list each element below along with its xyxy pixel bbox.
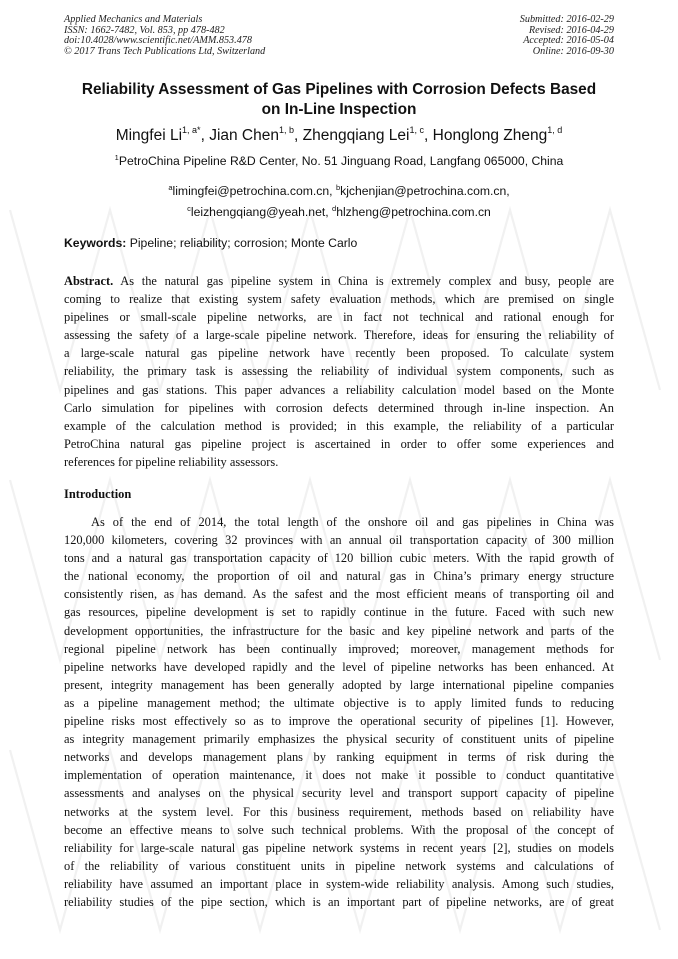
body-line: tons and a natural gas transportation capacity of 120 billion cubic meters. With the rapid growth of	[64, 551, 614, 566]
body-line: reliability studies of the pipe section, which is an important part of pipeline networks, are of great	[64, 894, 614, 909]
abstract-label: Abstract.	[64, 274, 114, 288]
author-affiliation-mark: 1, d	[547, 125, 563, 135]
body-line: as a pipeline management method; the ultimate objective is to apply limited funds to reducing	[64, 695, 614, 710]
body-line: implementation of operation maintenance, it does not make it possible to conduct quantitative	[64, 768, 614, 783]
submitted-date: Submitted: 2016-02-29	[519, 14, 614, 25]
author-list	[20, 125, 658, 145]
abstract-line: assessing the safety of a large-scale pipeline network. Therefore, ideas for ensuring the reliability of	[64, 328, 614, 343]
title-line: on In-Line Inspection	[261, 101, 417, 118]
journal-info	[64, 15, 265, 57]
abstract-line: a large-scale natural gas pipeline network have recently been proposed. To calculate system	[64, 346, 614, 361]
email-mark: b	[335, 183, 341, 192]
abstract	[64, 272, 614, 471]
title-line: Reliability Assessment of Gas Pipelines with Corrosion Defects Based	[81, 81, 597, 98]
abstract-line: Carlo simulation for pipelines with corrosion defects determined through in-line inspection. An	[64, 400, 614, 415]
affiliation	[20, 153, 658, 168]
introduction-body	[64, 513, 614, 911]
abstract-line: references for pipeline reliability assessors.	[64, 454, 279, 469]
email-mark: d	[332, 204, 337, 213]
submission-dates	[520, 15, 614, 57]
body-line: As of the end of 2014, the total length of the onshore oil and gas pipelines in China was	[91, 515, 614, 529]
accepted-date: Accepted: 2016-05-04	[523, 35, 614, 47]
author-name: Jian Chen	[209, 127, 279, 144]
author-separator: ,	[424, 127, 433, 144]
body-line: networks and develops management plans by ranking equipment in terms of risk during the	[64, 750, 614, 765]
author-affiliation-mark: 1, b	[278, 125, 294, 135]
copyright: © 2017 Trans Tech Publications Ltd, Switzerland	[64, 45, 266, 57]
journal-name: Applied Mechanics and Materials	[64, 14, 203, 25]
paper-title	[40, 80, 638, 120]
online-date: Online: 2016-09-30	[532, 45, 614, 57]
keywords-text: Pipeline; reliability; corrosion; Monte Carlo	[126, 236, 358, 250]
body-line: development opportunities, the infrastructure for the basic and key pipeline network and parts of the	[64, 623, 614, 638]
email-link[interactable]: limingfei@petrochina.com.cn,	[172, 184, 336, 198]
body-line: pipeline networks have developed rapidly and the level of pipeline networks has been enhanced. At	[64, 659, 614, 674]
email-mark: a	[168, 183, 173, 192]
author-name: Mingfei Li	[115, 127, 183, 144]
issn: ISSN: 1662-7482, Vol. 853, pp 478-482	[64, 24, 225, 36]
body-line: reliability for large-scale natural gas pipeline network systems in recent years [2], studies on models	[64, 840, 614, 855]
author-separator: ,	[200, 127, 210, 144]
body-line: regional pipeline network has been continually improved; moreover, management methods for	[64, 641, 614, 656]
body-line: reliability have assumed an important place in system-wide reliability analysis. Among such studies,	[64, 876, 614, 891]
affiliation-text: PetroChina Pipeline R&D Center, No. 51 Jinguang Road, Langfang 065000, China	[118, 154, 564, 168]
keywords-label: Keywords:	[64, 236, 127, 250]
body-line: of the reliability of various constituent units in pipeline network systems and calculations of	[64, 858, 614, 873]
doi: doi:10.4028/www.scientific.net/AMM.853.478	[64, 35, 252, 47]
email-mark: c	[187, 204, 191, 213]
author-name: Honglong Zheng	[432, 127, 548, 144]
email-link[interactable]: kjchenjian@petrochina.com.cn,	[340, 184, 510, 198]
abstract-line: reliability, the primary task is assessing the reliability of individual system components, such as	[64, 364, 614, 379]
abstract-line: coming to realize that existing system safety evaluation methods, which are premised on single	[64, 292, 614, 307]
body-line: 120,000 kilometers, covering 32 provinces with an annual oil transportation capacity of 300 million	[64, 533, 614, 548]
author-separator: ,	[294, 127, 303, 144]
abstract-line: example of the calculation method is provided; in this example, the reliability of a particular	[64, 418, 614, 433]
author-affiliation-mark: 1, a*	[182, 125, 201, 135]
body-line: become an effective means to solve such technical problems. With the proposal of the concept of	[64, 822, 614, 837]
body-line: pipeline risks most effectively so as to improve the operational security of pipelines [1]. However,	[64, 714, 614, 729]
body-line: as integrity management primarily emphasizes the physical security of constituent units of pipeline	[64, 732, 614, 747]
affiliation-mark: 1	[114, 153, 119, 162]
body-line: present, integrity management has been generally adopted by large international pipeline companies	[64, 677, 614, 692]
email-link[interactable]: leizhengqiang@yeah.net,	[190, 205, 333, 219]
body-line: assessments and analyses on the physical security level and transport support capacity of pipeline	[64, 786, 614, 801]
abstract-line: PetroChina natural gas pipeline project is ascertained in order to offer some experiences and	[64, 436, 614, 451]
section-heading-introduction: Introduction	[64, 487, 132, 501]
abstract-line: pipelines and gas stations. This paper advances a reliability calculation model based on the Monte	[64, 382, 614, 397]
author-name: Zhengqiang Lei	[302, 127, 410, 144]
abstract-line	[64, 272, 614, 290]
revised-date: Revised: 2016-04-29	[528, 24, 614, 36]
body-line: the national economy, the proportion of oil and natural gas in China’s primary energy structure	[64, 569, 614, 584]
body-line: networks at the system level. For this business requirement, methods based on reliability have	[64, 804, 614, 819]
email-line	[20, 179, 658, 200]
body-line: gas resources, pipeline development is set to rapidly continue in the future. Faced with such new	[64, 605, 614, 620]
abstract-text: As the natural gas pipeline system in China is extremely complex and busy, people are	[113, 274, 614, 288]
abstract-line: pipelines or small-scale pipeline networks, are in fact not technical and rational enough for	[64, 310, 614, 325]
body-line: consistently risen, as has demand. As the safest and the most efficient means of transporting oil and	[64, 587, 614, 602]
author-emails	[20, 179, 658, 221]
keywords	[64, 236, 357, 250]
email-line	[20, 200, 658, 221]
author-affiliation-mark: 1, c	[409, 125, 425, 135]
email-link[interactable]: hlzheng@petrochina.com.cn	[336, 205, 491, 219]
